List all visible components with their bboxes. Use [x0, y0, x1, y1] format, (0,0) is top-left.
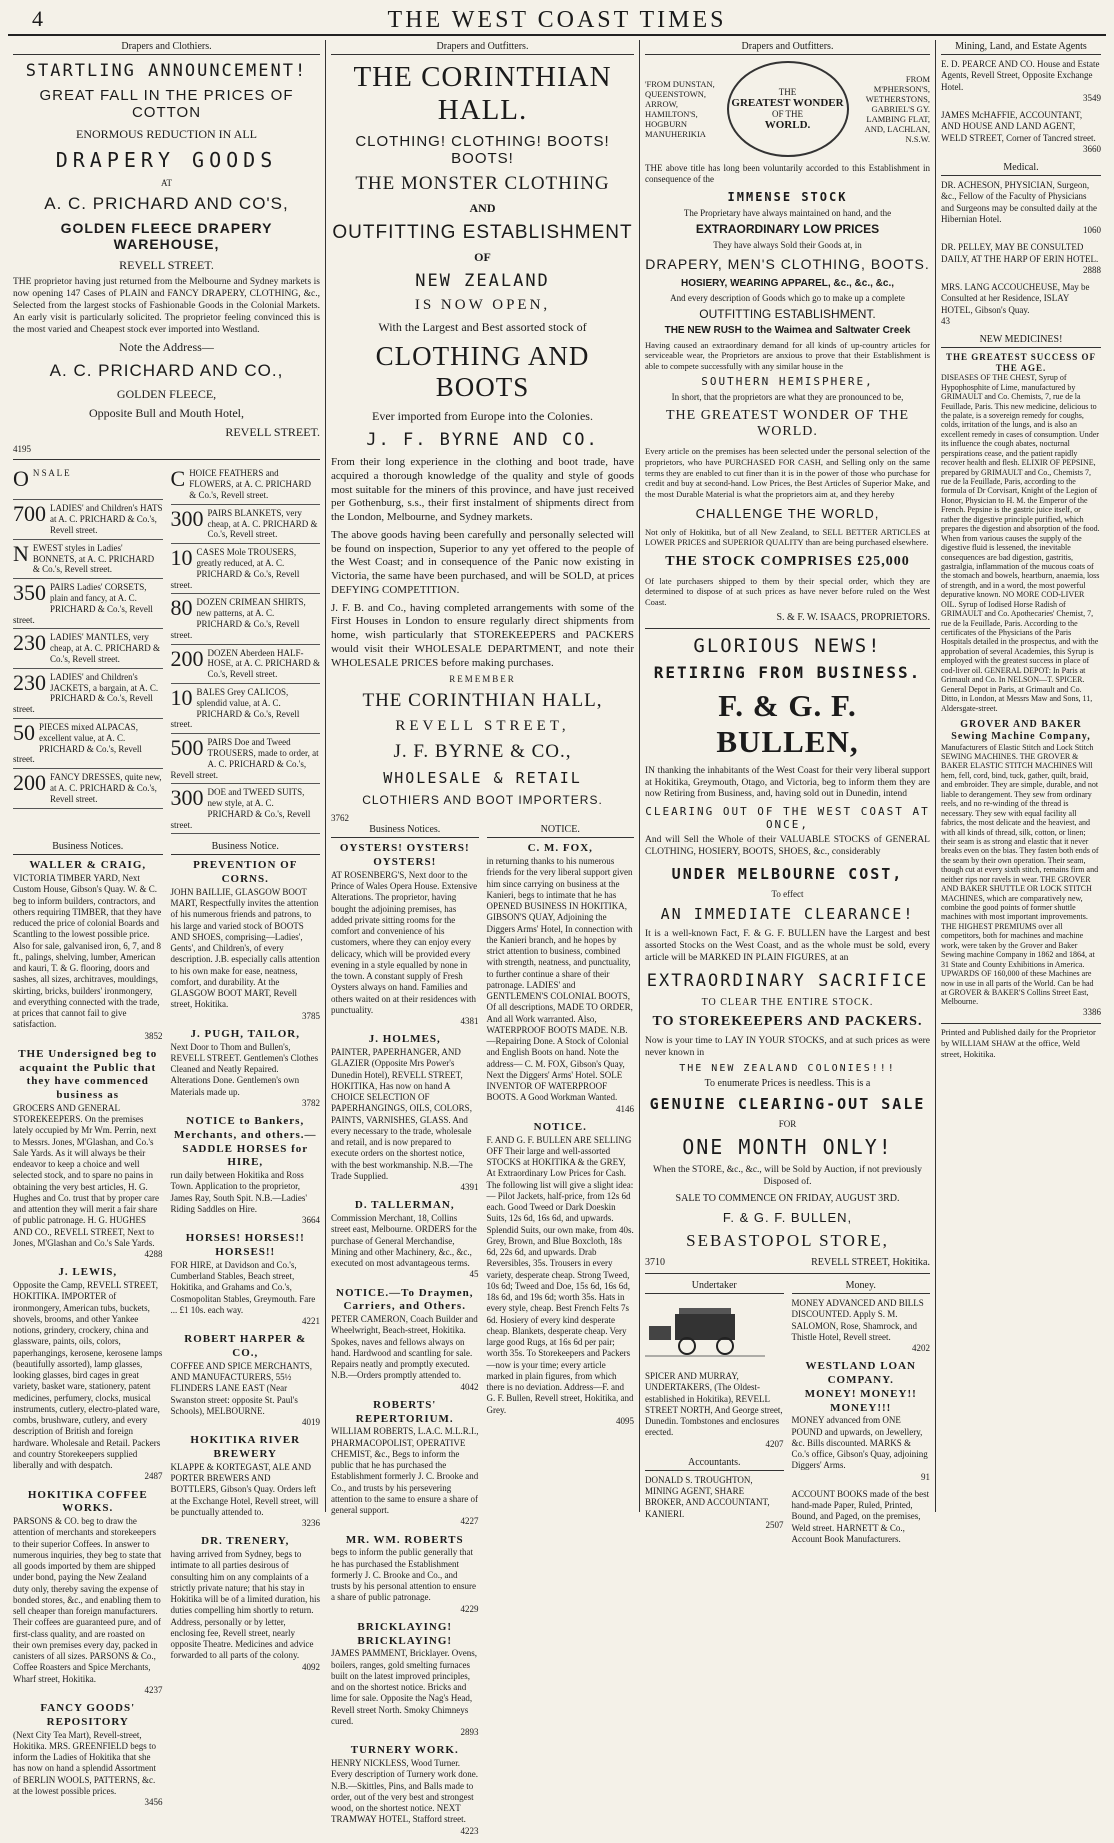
business-ad: NOTICE to Bankers, Merchants, and others.—SADDLE HORSES for HIRE, run daily between Hokitika and Ross Town. Application to the proprietor, James Ray, South Spit. N.B.—Ladies' Riding Saddles on Hire. 3664 [170, 1115, 320, 1226]
ad-body: THE above title has long been voluntarily accorded to this Establishment in consequence of the [645, 163, 930, 185]
business-ad: THE Undersigned beg to acquaint the Public that they have commenced business as GROCERS AND GENERAL STOREKEEPERS. On the premises lately occupied by Mr Wm. Perrin, next to Messrs. Jones, M'Glashan, and Co.'s Sale Yards. As it will always be their endeavor to keep a choice and well selected stock, and to spare no pains in obtaining the very best articles, H. G. Hughes and Co. trust that by proper care and attention they will merit a fair share of public patronage. H. G. HUGHES AND CO., REVELL STREET, Next to Jones, M'Glashan and Co.'s Sale Yards. 4288 [13, 1047, 163, 1260]
list-item: NEWEST styles in Ladies' BONNETS, at A. C. PRICHARD & Co.'s, Revell street. [13, 540, 163, 579]
ad-text: OF [474, 250, 491, 264]
section-heading: Money. [792, 1279, 931, 1294]
business-ad: J. LEWIS, Opposite the Camp, REVELL STREET, HOKITIKA. IMPORTER of ironmongery, American tubs, buckets, shovels, brooms, and other Yankee notions, grindery, crockery, china and glassware, paints, oils, colors, paperhangings, kerosene, kerosene lamps (beautifully assorted), lamp glasses, looking glasses, bird cages in great variety, basket ware, stationery, patent medicines, perfumery, clocks, musical instruments, cutlery, electro-plated ware, combs, brushware, cutlery, and every description of British and foreign hardware. Wholesale and Retail. Packers and country Storekeepers supplied liberally and with despatch. 2487 [13, 1266, 163, 1482]
business-ad: PREVENTION OF CORNS. JOHN BAILLIE, GLASGOW BOOT MART, Respectfully invites the attention of his numerous friends and patrons, to his large and varied stock of BOOTS AND SHOES, comprising—Ladies', Gents', and Children's, of every description. J.B. especially calls attention to his own make for ease, neatness, comfort, and durability. At the GLASGOW BOOT MART, Revell street, Hokitika. 3785 [170, 859, 320, 1021]
ad-text: AND [469, 201, 496, 215]
ad-heading: ONE MONTH ONLY! [682, 1135, 893, 1160]
section-heading: Drapers and Outfitters. [331, 40, 634, 55]
business-ad: E. D. PEARCE AND CO. House and Estate Agents, Revell Street, Opposite Exchange Hotel. 3549 [941, 59, 1101, 103]
section-heading: NEW MEDICINES! [941, 333, 1101, 348]
ad-text: And every description of Goods which go to make up a complete [670, 292, 905, 303]
list-item: 300 PAIRS BLANKETS, very cheap, at A. C. PRICHARD & Co.'s, Revell street. [171, 505, 321, 544]
ad-heading: ENORMOUS REDUCTION IN ALL [76, 127, 257, 141]
business-ad: NOTICE. F. AND G. F. BULLEN ARE SELLING OFF Their large and well-assorted STOCKS at HOKITIKA & the GREY, At Extraordinary Low Prices for Cash. The following list will give a slight idea:— Pilot Jackets, half-price, from 12s 6d each. Good Tweed or Dark Doeskin Suits, 12s 6d, 16s 6d, and upwards. Splendid Suits, our own make, from 40s. Grey, Brown, and Blue Boxcloth, 18s 6d, 22s 6d, and upwards. Drab Reversibles, 35s. Trousers in every variety, desperate cheap. Strong Tweed, 10s 6d; Tweed and Doe, 15s 6d, 16s 6d, 18s 6d, and 19s 6d; worth 35s. Hats in every style, cheap. Best French Felts 7s 6d. Hosiery of every kind desperate cheap. Blankets, desperate cheap. Very large good Rugs, at 16s 6d per pair; worth 35s. To Storekeepers and Packers—now is your time; every article marked in plain figures, from which there is no deviation. Address—F. and G. F. Bullen, Revell street, Hokitika, and Grey. 4095 [486, 1120, 634, 1426]
ad-text: Ever imported from Europe into the Colonies. [372, 409, 593, 423]
ad-body: Not only of Hokitika, but of all New Zealand, to SELL BETTER ARTICLES at LOWER PRICES and SUPERIOR QUALITY than are being purchased elsewhere. [645, 526, 930, 548]
ad-heading: HOSIERY, WEARING APPAREL, &c., &c., &c., [681, 277, 894, 289]
ad-heading: REVELL STREET, [395, 718, 570, 735]
ad-heading: CLOTHING! CLOTHING! BOOTS! BOOTS! [355, 133, 610, 167]
ad-text: REVELL STREET. [225, 425, 320, 440]
ad-heading: CLOTHING AND BOOTS [375, 341, 590, 402]
list-item: 300 DOE and TWEED SUITS, new style, at A. C. PRICHARD & Co.'s, Revell street. [171, 784, 321, 834]
section-heading: Undertaker [645, 1279, 784, 1294]
ad-body: Of late purchasers shipped to them by their special order, which they are determined to dispose of at such prices as have never before ruled on the West Coast. [645, 575, 930, 607]
business-ad: MR. WM. ROBERTS begs to inform the public generally that he has purchased the Establishment formerly J. C. Brooke and Co., and trusts by his personal attention to ensure a share of public patronage. 4229 [331, 1533, 479, 1614]
newspaper-title: THE WEST COAST TIMES [387, 7, 727, 33]
ad-text: S. & F. W. ISAACS, PROPRIETORS. [776, 611, 930, 623]
origin-list: FROM M'PHERSON'S, WETHERSTONS, GABRIEL'S GY. LAMBING FLAT, AND, LACHLAN, N.S.W. [864, 74, 930, 144]
ad-heading: NEW ZEALAND [415, 271, 550, 291]
ad-heading: J. F. BYRNE AND CO. [366, 430, 599, 450]
list-item: 200 DOZEN Aberdeen HALF-HOSE, at A. C. PRICHARD & Co.'s, Revell street. [171, 645, 321, 684]
ad-text: REMEMBER [449, 674, 516, 685]
business-ad: NOTICE.—To Draymen, Carriers, and Others. PETER CAMERON, Coach Builder and Wheelwright, Beach-street, Hokitika. Spokes, naves and fellows always on hand. Hardwood and scantling for sale. Repairs neatly and promptly executed. N.B.—Orders promptly attended to. 4042 [331, 1286, 479, 1392]
list-item: 350 PAIRS Ladies' CORSETS, plain and fancy, at A. C. PRICHARD & Co.'s, Revell street. [13, 579, 163, 629]
ad-number: 4195 [13, 444, 31, 455]
business-ad: DR. ACHESON, PHYSICIAN, Surgeon, &c., Fellow of the Faculty of Physicians and Surgeons may be consulted daily at the Hibernian Hotel. 1060 [941, 180, 1101, 235]
ad-heading: UNDER MELBOURNE COST, [671, 865, 904, 883]
section-heading: Accountants. [645, 1456, 784, 1471]
business-ad: DR. PELLEY, MAY BE CONSULTED DAILY, AT THE HARP OF ERIN HOTEL. 2888 [941, 242, 1101, 275]
business-ad: THE GREATEST SUCCESS OF THE AGE. DISEASES OF THE CHEST, Syrup of Hypophosphite of Lime, manufactured by GRIMAULT and Co. Chemists, 7, rue de la Feuillade, Paris. This new medicine, delicious to the palate, is a sovereign remedy for coughs, colds, irritation of the lungs, and is also an excellent remedy in cases of consumption. Under its influence the cough abates, nocturnal perspirations cease, and the patient rapidly recover health and flesh. ELIXIR OF PEPSINE, prepared by GRIMAULT and Co., Chemists 7, rue de la Feuillade, Paris, according to the formula of Dr Corvisart, Knight of the Legion of Honor, Physician to H. M. the Emperor of the French. Pepsine is the gastric juice itself, or rather the digestive principle purified, which prepares the digestion and absorption of the food. When from various causes the supply of the digestive fluid is lessened, the inevitable consequences are bad digestion, gastritis, gastralgia, inflammation of the mucous coats of the stomach and bowels, heartburn, anaemia, loss of strength, and in a word, the most powerful depurative known. NO MORE COD-LIVER OIL. Syrup of Iodised Horse Radish of GRIMAULT and Co. Apothecaries' Chemist, 7, rue de la Feuillade, Paris. According to the certificates of the Physicians of the Paris Hospitals detailed in the prospectus, and with the approbation of several Academies, this Syrup is employed with the greatest success in place of cod-liver oil. GENERAL DEPOT: In Paris at Grimault and Co. In NELSON—T. SPICER. General Depot in Paris, at Grimault and Co. Ditto, in London, at Messrs Maw and Sons, 11, Aldersgate-street. [941, 352, 1100, 713]
business-ad: FANCY GOODS' REPOSITORY (Next City Tea Mart), Revell-street, Hokitika. MRS. GREENFIELD begs to inform the Ladies of Hokitika that she has now on hand a splendid Assortment of BERLIN WOOLS, PATTERNS, &c. at the lowest possible prices. 3456 [13, 1702, 163, 1808]
section-heading: Mining, Land, and Estate Agents [941, 40, 1101, 55]
masthead [8, 6, 1106, 36]
section-heading: NOTICE. [487, 823, 635, 838]
ad-body: And will Sell the Whole of their VALUABLE STOCKS of GENERAL CLOTHING, HOSIERY, BOOTS, SHOES, &c., considerably [645, 835, 930, 858]
business-ad: JAMES McHAFFIE, ACCOUNTANT, AND HOUSE AND LAND AGENT, WELD STREET, Corner of Tancred street. 3660 [941, 110, 1101, 154]
business-ad: C. M. FOX, in returning thanks to his numerous friends for the very liberal support given him since carrying on business at the Kanieri, begs to intimate that he has OPENED BUSINESS IN HOKITIKA, GIBSON'S QUAY, Adjoining the Diggers Arms' Hotel, In connection with the Kanieri branch, and he hopes by strict attention to business, combined with strength, neatness, and punctuality, to further continue a share of their patronage. LADIES' and GENTLEMEN'S COLONIAL BOOTS, Of all descriptions, MADE TO ORDER, And all Work warranted. Also, WATERPROOF BOOTS MADE. N.B.—Repairing Done. A Stock of Colonial and English Boots on hand. Note the address— C. M. FOX, Gibson's Quay, Next the Diggers' Arms' Hotel. SOLE INVENTOR OF WATERPROOF BOOTS. A Good Workman Wanted. 4146 [486, 842, 634, 1114]
business-ad: ROBERT HARPER & CO., COFFEE AND SPICE MERCHANTS, AND MANUFACTURERS, 55½ FLINDERS LANE EAST (Near Swanston street: opposite St. Paul's Schools), MELBOURNE. 4019 [170, 1333, 320, 1428]
section-heading: Drapers and Clothiers. [13, 40, 320, 55]
ad-heading: GLORIOUS NEWS! [693, 634, 882, 657]
column-3 [640, 40, 936, 1544]
business-ad: SPICER AND MURRAY, UNDERTAKERS, (The Oldest-established in Hokitika), REVELL STREET NORTH, And George street, Dunedin. Tombstones and enclosures erected. 4207 [645, 1371, 784, 1449]
hearse-engraving [645, 1302, 765, 1362]
ad-text: They have always Sold their Goods at, in [713, 239, 862, 250]
ad-heading: CHALLENGE THE WORLD, [695, 505, 880, 521]
business-ad: TURNERY WORK. HENRY NICKLESS, Wood Turner. Every description of Turnery work done. N.B.—Skittles, Pins, and Balls made to order, out of the very best and strongest wood, on the shortest notice. NEXT TRAMWAY HOTEL, Stafford street. 4223 [331, 1744, 479, 1836]
ad-text: Note the Address— [119, 340, 214, 355]
ad-text: Opposite Bull and Mouth Hotel, [89, 406, 244, 421]
list-item: 500 PAIRS Doe and Tweed TROUSERS, made to order, at A. C. PRICHARD & Co.'s, Revell street. [171, 734, 321, 784]
ad-heading: GENUINE CLEARING-OUT SALE [649, 1095, 926, 1114]
ad-heading: A. C. PRICHARD AND CO'S, [44, 194, 289, 213]
ad-heading: CLEARING OUT OF THE WEST COAST AT ONCE, [645, 805, 930, 832]
ad-heading: THE NEW ZEALAND COLONIES!!! [679, 1063, 896, 1075]
ad-text: TO CLEAR THE ENTIRE STOCK. [701, 996, 874, 1008]
ad-heading: EXTRAORDINARY SACRIFICE [646, 970, 929, 991]
list-item: 700 LADIES' and Children's HATS at A. C. PRICHARD & Co.'s, Revell street. [13, 500, 163, 539]
list-item: 230 LADIES' MANTLES, very cheap, at A. C. PRICHARD & Co.'s, Revell street. [13, 629, 163, 668]
ad-text: In short, that the proprietors are what they are pronounced to be, [671, 392, 904, 403]
business-ad: J. PUGH, TAILOR, Next Door to Thom and Bullen's, REVELL STREET. Gentlemen's Clothes Cleaned and Neatly Repaired. Alterations Done. Gentlemen's own Materials made up. 3782 [170, 1027, 320, 1108]
column-1 [8, 40, 326, 1808]
ad-heading: AN IMMEDIATE CLEARANCE! [660, 905, 915, 923]
ad-heading: THE CORINTHIAN HALL. [353, 61, 612, 126]
page-number: 4 [32, 6, 43, 31]
list-item: CHOICE FEATHERS and FLOWERS, at A. C. PRICHARD & Co.'s, Revell street. [171, 465, 321, 504]
ad-heading: A. C. PRICHARD AND CO., [49, 361, 284, 381]
ad-heading: THE NEW RUSH to the Waimea and Saltwater Creek [664, 324, 911, 336]
ad-heading: STARTLING ANNOUNCEMENT! [25, 61, 308, 81]
section-heading: Drapers and Outfitters. [645, 40, 930, 55]
business-ad: J. HOLMES, PAINTER, PAPERHANGER, AND GLAZIER (Opposite Mrs Power's Dunedin Hotel), REVELL STREET, HOKITIKA, Has now on hand A CHOICE SELECTION OF PAPERHANGINGS, OILS, COLORS, PAINTS, VARNISHES, GLASS. And every necessary to the trade, wholesale and retail, and is now prepared to execute orders on the shortest notice, with the best workmanship. N.B.—The Trade Supplied. 4391 [331, 1033, 479, 1192]
list-item: 230 LADIES' and Children's JACKETS, a bargain, at A. C. PRICHARD & Co.'s, Revell street. [13, 669, 163, 719]
wonder-banner [645, 61, 930, 157]
on-sale-list [13, 465, 320, 834]
ad-heading: IS NOW OPEN, [414, 297, 551, 313]
ad-heading: GOLDEN FLEECE DRAPERY WAREHOUSE, [60, 220, 273, 252]
business-ad: HOKITIKA COFFEE WORKS. PARSONS & CO. beg to draw the attention of merchants and storekeepers to their superior Coffees. In answer to numerous inquiries, they beg to state that all goods imported by them are shipped under bond, paying the New Zealand duty only, thereby saving the expense of bonded stores, &c., and enabling them to sell cheaper than foreign manufacturers. Their coffees are guaranteed pure, and of first-class quality, and are roasted on their own premises every day, packed in canisters of all sizes. PARSONS & Co., Coffee Roasters and Spice Merchants, Wharf street, Hokitika. 4237 [13, 1488, 163, 1695]
ad-body: The above goods having been carefully and personally selected will be found on inspection, Superior to any yet offered to the people of the West Coast; and in consequence of the Panic now existing in Victoria, the same have been purchased, and will be SOLD, at prices DEFYING COMPETITION. [331, 528, 634, 596]
section-heading: Business Notices. [13, 840, 163, 855]
business-ad: WALLER & CRAIG, VICTORIA TIMBER YARD, Next Custom House, Gibson's Quay. W. & C. beg to inform builders, contractors, and others requiring TIMBER, that they have reduced the price of colonial Boards and Scantling to the lowest possible price. Also for sale, galvanised iron, 6, 7, and 8 ft., palings, shelving, lumber, American and kauri, T. & G. flooring, doors and sashes, all sizes, architraves, mouldings, skirting, bricks, builders' ironmongery, and everything connected with the trade, at prices that cannot fail to give satisfaction. 3852 [13, 859, 163, 1041]
ad-body: Having caused an extraordinary demand for all kinds of up-country articles for serviceable wear, the Proprietors are anxious to prove that their Establishment is able to compete successfully with any similar house in the [645, 339, 930, 371]
ad-heading: TO STOREKEEPERS AND PACKERS. [652, 1013, 923, 1029]
ad-heading: THE STOCK COMPRISES £25,000 [665, 553, 910, 569]
ad-heading: SOUTHERN HEMISPHERE, [701, 375, 874, 389]
business-ad: ROBERTS' REPERTORIUM. WILLIAM ROBERTS, L.A.C. M.L.R.I., PHARMACOPOLIST, OPERATIVE CHEMIST, &c., Begs to inform the public that he has purchased the Establishment formerly J. C. Brooke and Co., and trusts by his persevering attention to the same to ensure a share of general support. 4227 [331, 1398, 479, 1527]
ad-text: FOR [778, 1119, 797, 1130]
ad-text: SALE TO COMMENCE ON FRIDAY, AUGUST 3RD. [675, 1193, 900, 1205]
ad-heading: RETIRING FROM BUSINESS. [653, 662, 922, 682]
ad-body: IN thanking the inhabitants of the West Coast for their very liberal support at Hokitika, Greymouth, Otago, and Victoria, beg to inform them they are now Retiring from Business, and, having sold out in Dunedin, intend [645, 765, 930, 800]
list-item: O N S A L E [13, 465, 163, 500]
column-2 [326, 40, 640, 1836]
ad-heading: DRAPERY GOODS [55, 148, 278, 172]
section-heading: Business Notice. [171, 840, 321, 855]
business-ad: MONEY ADVANCED AND BILLS DISCOUNTED. Apply S. M. SALOMON, Rose, Shamrock, and Thistle Hotel, Revell street. 4202 [791, 1298, 930, 1354]
business-ad: DR. TRENERY, having arrived from Sydney, begs to intimate to all parties desirous of consulting him on any complaints of a strictly private nature; that his stay in Hokitika will be of a limited duration, his duties compelling him shortly to return. Address, personally or by letter, enclosing fee, Revell street, nearly opposite Theatre. Medicines and advice forwarded to all parts of the colony. 4092 [170, 1535, 320, 1672]
list-item: 80 DOZEN CRIMEAN SHIRTS, new patterns, at A. C. PRICHARD & Co.'s, Revell street. [171, 594, 321, 644]
ad-heading: THE GREATEST WONDER OF THE WORLD. [666, 408, 909, 440]
ad-body: Every article on the premises has been selected under the personal selection of the proprietors, who have PURCHASED FOR CASH, and Selling only on the same terms they are enabled to cut finer than it is in the power of those who purchase for credit and buy at second-hand. Low Prices, the Best Articles of Superior Make, and the most Durable Material is what the proprietors aim at, and they hereby [645, 446, 930, 499]
ad-text: GOLDEN FLEECE, [116, 387, 217, 402]
section-heading: Business Notices. [331, 823, 479, 838]
ad-text: With the Largest and Best assorted stock of [378, 320, 587, 334]
business-ad: DONALD S. TROUGHTON, MINING AGENT, SHARE BROKER, AND ACCOUNTANT, KANIERI. 2507 [645, 1474, 784, 1530]
ad-heading: SEBASTOPOL STORE, [686, 1231, 889, 1251]
wonder-oval: THE GREATEST WONDER OF THE WORLD. [727, 61, 849, 157]
ad-heading: EXTRAORDINARY LOW PRICES [695, 221, 880, 236]
list-item: 10 BALES Grey CALICOS, splendid value, at A. C. PRICHARD & Co.'s, Revell street. [171, 684, 321, 734]
imprint: Printed and Published daily for the Proprietor by WILLIAM SHAW at the office, Weld street, Hokitika. [941, 1023, 1101, 1059]
business-ad: BRICKLAYING! BRICKLAYING! JAMES PAMMENT, Bricklayer. Ovens, boilers, ranges, gold smelting furnaces built on the latest improved principles, and on the shortest notice. Bricks and lime for sale. Opposite the Nag's Head, Revell street North. Smoky Chimneys cured. 2893 [331, 1620, 479, 1737]
business-ad: OYSTERS! OYSTERS! OYSTERS! AT ROSENBERG'S, Next door to the Prince of Wales Opera House. Extensive Alterations. The proprietor, having bought the adjoining premises, has added private sitting rooms for the comfort and convenience of his customers, where they can enjoy every delicacy, which will be provided every evening in a style equalled by none in the town. A constant supply of Fresh Oysters always on hand. Families and others waited on at their residences with punctuality. 4381 [331, 842, 479, 1026]
ad-body: From their long experience in the clothing and boot trade, have acquired a thorough knowledge of the quality and style of goods most suitable for the miners of this province, and have just received per Gothenburg, s.s., their first instalment of shipments direct from the London, Melbourne, and Sydney markets. [331, 456, 634, 523]
ad-heading: OUTFITTING ESTABLISHMENT [332, 222, 633, 243]
business-ad: HOKITIKA RIVER BREWERY KLAPPE & KORTEGAST, ALE AND PORTER BREWERS AND BOTTLERS, Gibson's Quay. Orders left at the Exchange Hotel, Revell street, will be punctually attended to. 3236 [170, 1434, 320, 1529]
ad-heading: WHOLESALE & RETAIL [383, 769, 582, 788]
list-item: 200 FANCY DRESSES, quite new, at A. C. PRICHARD & Co.'s, Revell street. [13, 769, 163, 808]
ad-text: REVELL STREET. [119, 258, 214, 272]
ad-heading: GREAT FALL IN THE PRICES OF COTTON [39, 87, 294, 121]
business-ad: MRS. LANG ACCOUCHEUSE, May be Consulted at her Residence, ISLAY HOTEL, Gibson's Quay. 43 [941, 282, 1090, 326]
ad-number: 3710 [645, 1257, 665, 1269]
ad-body: It is a well-known Fact, F. & G. F. BULLEN have the Largest and best assorted Stocks on the West Coast, and as the whole must be sold, every article will be MARKED IN PLAIN FIGURES, at an [645, 929, 930, 963]
ad-heading: IMMENSE STOCK [727, 189, 848, 204]
ad-heading: J. F. BYRNE & CO., [393, 741, 572, 763]
business-ad: HORSES! HORSES!! HORSES!! FOR HIRE, at Davidson and Co.'s, Cumberland Stables, Beach street, Hokitika, and Grahams and Co.'s, Cosmopolitan Stables, Greymouth. Fare ... £1 10s. each way. 4221 [170, 1232, 320, 1327]
ad-heading: THE CORINTHIAN HALL, [362, 690, 603, 712]
ad-heading: F. & G. F. BULLEN, [722, 1210, 853, 1226]
ad-text: REVELL STREET, Hokitika. [811, 1257, 930, 1269]
ad-number: 3762 [331, 813, 349, 824]
business-ad: GROVER AND BAKER Sewing Machine Company, Manufacturers of Elastic Stitch and Lock Stitch SEWING MACHINES. THE GROVER & BAKER ELASTIC STITCH MACHINES Will hem, fell, cord, bind, tuck, gather, quilt, braid, and embroider. They are simple, durable, and not liable to derangement. They sew from ordinary reels, and no re-winding of the thread is necessary. They sew with equal facility all fabrics, the most delicate and the heaviest, and with all kinds of thread, silk, cotton, or linen; their seam is as strong and elastic that it never breaks even on the bias. They fasten both ends of the seam by their own operation. Their seam, though cut at every sixth stitch, remains firm and neither rips nor ravels in wear. THE GROVER AND BAKER SHUTTLE OR LOCK STITCH MACHINES, which are comparatively new, combine the good points of former shuttle machines with most important improvements. THE HIGHEST PREMIUMS over all competitors, both for machines and machine work, were taken by the Grover and Baker Sewing machine Company in 1862 and 1864, at 31 State and County Exhibitions in America. UPWARDS OF 160,000 of these Machines are now in use in all parts of the World. Can be had at GROVER & BAKER'S Collins Street East, Melbourne. 3386 [941, 718, 1101, 1017]
ad-heading: CLOTHIERS AND BOOT IMPORTERS. [362, 793, 603, 808]
ad-body: Now is your time to LAY IN YOUR STOCKS, and at such prices as were never known in [645, 1035, 930, 1058]
ad-heading: OUTFITTING ESTABLISHMENT. [699, 306, 876, 321]
column-4 [936, 40, 1106, 1512]
ad-body: THE proprietor having just returned from the Melbourne and Sydney markets is now opening 147 Cases of PLAIN and FANCY DRAPERY, CLOTHING, &c., Selected from the largest stocks of Fashionable Goods in the Colonial Markets. An early visit is particularly solicited. The proprietor feeling convinced this is the most varied and Cheapest stock ever imported into Westland. [13, 277, 320, 335]
business-ad: WESTLAND LOAN COMPANY. MONEY! MONEY!! MONEY!!! MONEY advanced from ONE POUND and upwards, on Jewellery, &c. Bills discounted. MARKS & Co.'s office, Gibson's Quay, adjoining Diggers' Arms. 91 [791, 1360, 930, 1482]
ad-text: AT [161, 178, 172, 188]
ad-heading: DRAPERY, MEN'S CLOTHING, BOOTS. [645, 255, 930, 272]
ad-text: The Proprietary have always maintained on hand, and the [683, 207, 892, 218]
ad-body: J. F. B. and Co., having completed arrangements with some of the First Houses in London to ensure regularly direct shipments from home, wish particularly that STOREKEEPERS and PACKERS would visit their WHOLESALE DEPARTMENT, and note their WHOLESALE PRICES before making purchases. [331, 601, 634, 669]
section-heading: Medical. [941, 161, 1101, 176]
ad-heading: THE MONSTER CLOTHING [355, 173, 610, 194]
ad-body: When the STORE, &c., &c., will be Sold by Auction, if not previously Disposed of. [653, 1165, 922, 1188]
business-ad: ACCOUNT BOOKS made of the best hand-made Paper, Ruled, Printed, Bound, and Paged, on the premises, Weld street. HARNETT & Co., Account Book Manufacturers. [791, 1488, 930, 1544]
list-item: 50 PIECES mixed ALPACAS, excellent value, at A. C. PRICHARD & Co.'s, Revell street. [13, 719, 163, 769]
ad-text: To enumerate Prices is needless. This is a [704, 1078, 871, 1090]
origin-list: 'FROM DUNSTAN, QUEENSTOWN, ARROW, HAMILTON'S, HOGBURN MANUHERIKIA [645, 79, 715, 139]
list-item: 10 CASES Mole TROUSERS, greatly reduced, at A. C. PRICHARD & Co.'s, Revell street. [171, 544, 321, 594]
ad-heading: F. & G. F. BULLEN, [716, 687, 859, 759]
business-ad: D. TALLERMAN, Commission Merchant, 18, Collins street east, Melbourne. ORDERS for the purchase of General Merchandise, Mining and other Machinery, &c., &c., executed on most advantageous terms. 45 [331, 1199, 479, 1280]
ad-text: To effect [771, 889, 804, 899]
